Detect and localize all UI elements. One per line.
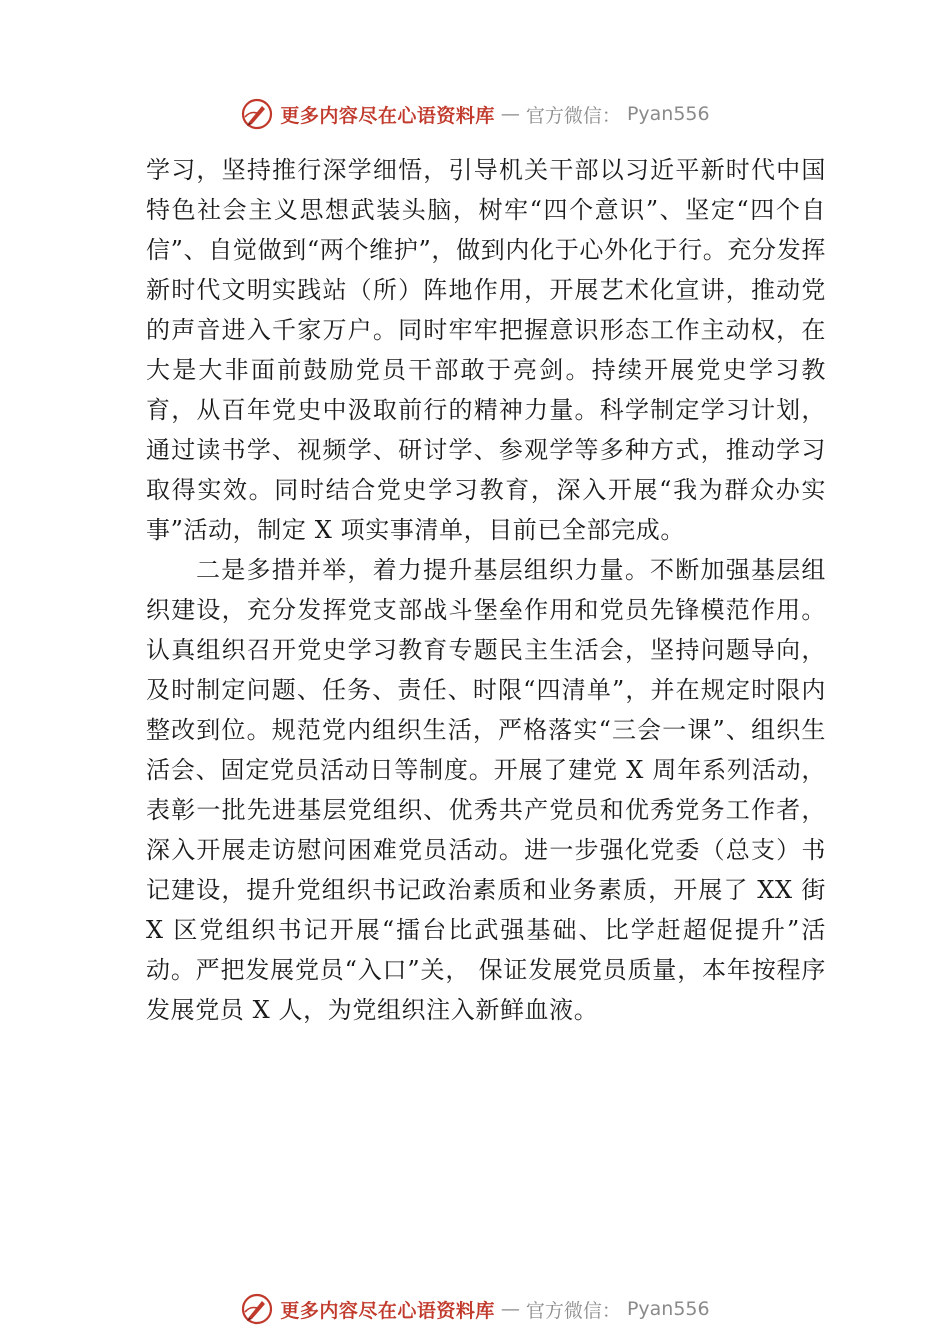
banner-wechat-id: Pyan556 bbox=[626, 103, 710, 125]
banner-separator: — bbox=[500, 103, 520, 125]
pen-logo-icon bbox=[240, 97, 274, 131]
document-body bbox=[146, 150, 826, 1030]
banner-wechat-id: Pyan556 bbox=[626, 1298, 710, 1320]
banner-separator: — bbox=[500, 1298, 520, 1320]
banner-title: 更多内容尽在心语资料库 bbox=[280, 1299, 495, 1322]
banner-title: 更多内容尽在心语资料库 bbox=[280, 104, 495, 127]
paragraph-2: 二是多措并举，着力提升基层组织力量。不断加强基层组织建设，充分发挥党支部战斗堡垒作用和党员先锋模范作用。认真组织召开党史学习教育专题民主生活会，坚持问题导向，及时制定问题、任务、责任、时限“四清单”，并在规定时限内整改到位。规范党内组织生活，严格落实“三会一课”、组织生活会、固定党员活动日等制度。开展了建党 X 周年系列活动，表彰一批先进基层党组织、优秀共产党员和优秀党务工作者，深入开展走访慰问困难党员活动。进一步强化党委（总支）书记建设，提升党组织书记政治素质和业务素质，开展了 XX 街 X 区党组织书记开展“擂台比武强基础、比学赶超促提升”活动。严把发展党员“入口”关， 保证发展党员质量，本年按程序发展党员 X 人，为党组织注入新鲜血液。 bbox=[146, 556, 826, 1024]
pen-logo-icon bbox=[240, 1292, 274, 1326]
footer-watermark-banner bbox=[0, 1289, 950, 1329]
paragraph-1: 学习，坚持推行深学细悟，引导机关干部以习近平新时代中国特色社会主义思想武装头脑，树牢“四个意识”、坚定“四个自信”、自觉做到“两个维护”，做到内化于心外化于行。充分发挥新时代文明实践站（所）阵地作用，开展艺术化宣讲，推动党的声音进入千家万户。同时牢牢把握意识形态工作主动权，在大是大非面前鼓励党员干部敢于亮剑。持续开展党史学习教育，从百年党史中汲取前行的精神力量。科学制定学习计划，通过读书学、视频学、研讨学、参观学等多种方式，推动学习取得实效。同时结合党史学习教育，深入开展“我为群众办实事”活动，制定 X 项实事清单，目前已全部完成。 bbox=[146, 156, 826, 544]
header-watermark-banner bbox=[0, 94, 950, 134]
banner-wechat-label: 官方微信： bbox=[525, 104, 621, 127]
banner-wechat-label: 官方微信： bbox=[525, 1299, 621, 1322]
